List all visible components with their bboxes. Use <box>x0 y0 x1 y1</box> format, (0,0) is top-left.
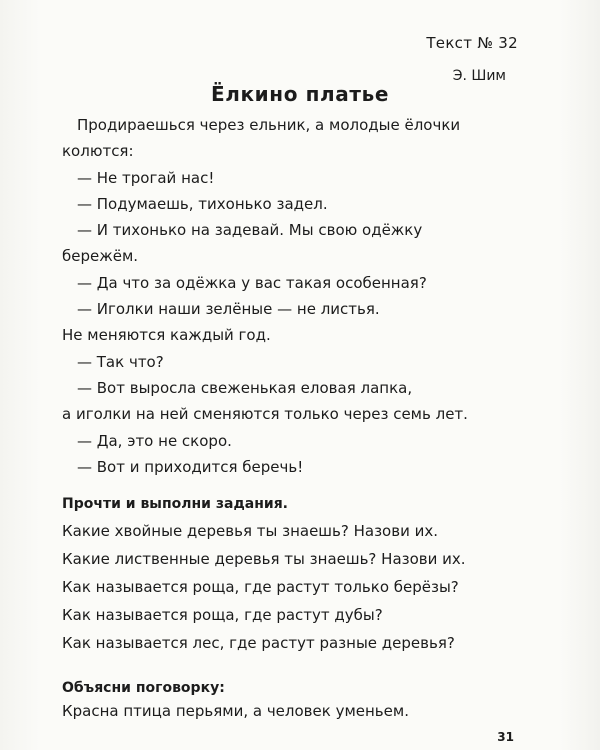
story-line: Продираешься через ельник, а молодые ёлочки <box>77 116 461 134</box>
text-number: Текст № 32 <box>426 34 518 52</box>
story-text <box>62 112 532 480</box>
story-title: Ёлкино платье <box>211 82 389 106</box>
tasks-list <box>62 517 542 657</box>
task-item: Какие хвойные деревья ты знаешь? Назови их. <box>62 522 438 540</box>
story-line: — И тихонько на задевай. Мы свою одёжку <box>77 221 423 240</box>
proverb-heading: Объясни поговорку: <box>62 680 225 696</box>
story-line: — Вот выросла свеженькая еловая лапка, <box>77 378 413 397</box>
tasks-heading: Прочти и выполни задания. <box>62 496 288 512</box>
task-item: Как называется роща, где растут дубы? <box>62 606 383 624</box>
author-name: Э. Шим <box>452 68 506 84</box>
story-line: бережём. <box>62 247 139 266</box>
page-number: 31 <box>497 730 514 744</box>
task-item: Какие лиственные деревья ты знаешь? Назови их. <box>62 550 466 568</box>
story-line: — Да, это не скоро. <box>77 431 232 450</box>
story-line: колются: <box>62 142 134 161</box>
story-line: — Так что? <box>77 352 164 371</box>
story-line: Не меняются каждый год. <box>62 326 271 345</box>
task-item: Как называется роща, где растут только берёзы? <box>62 578 459 596</box>
task-item: Как называется лес, где растут разные деревья? <box>62 634 455 652</box>
story-line: — Вот и приходится беречь! <box>77 457 304 476</box>
story-line: — Да что за одёжка у вас такая особенная? <box>77 273 427 292</box>
story-line: — Иголки наши зелёные — не листья. <box>77 300 380 319</box>
story-line: а иголки на ней сменяются только через семь лет. <box>62 405 468 424</box>
story-line: — Подумаешь, тихонько задел. <box>77 194 328 213</box>
proverb-text: Красна птица перьями, а человек уменьем. <box>62 702 409 720</box>
story-line: — Не трогай нас! <box>77 168 215 187</box>
